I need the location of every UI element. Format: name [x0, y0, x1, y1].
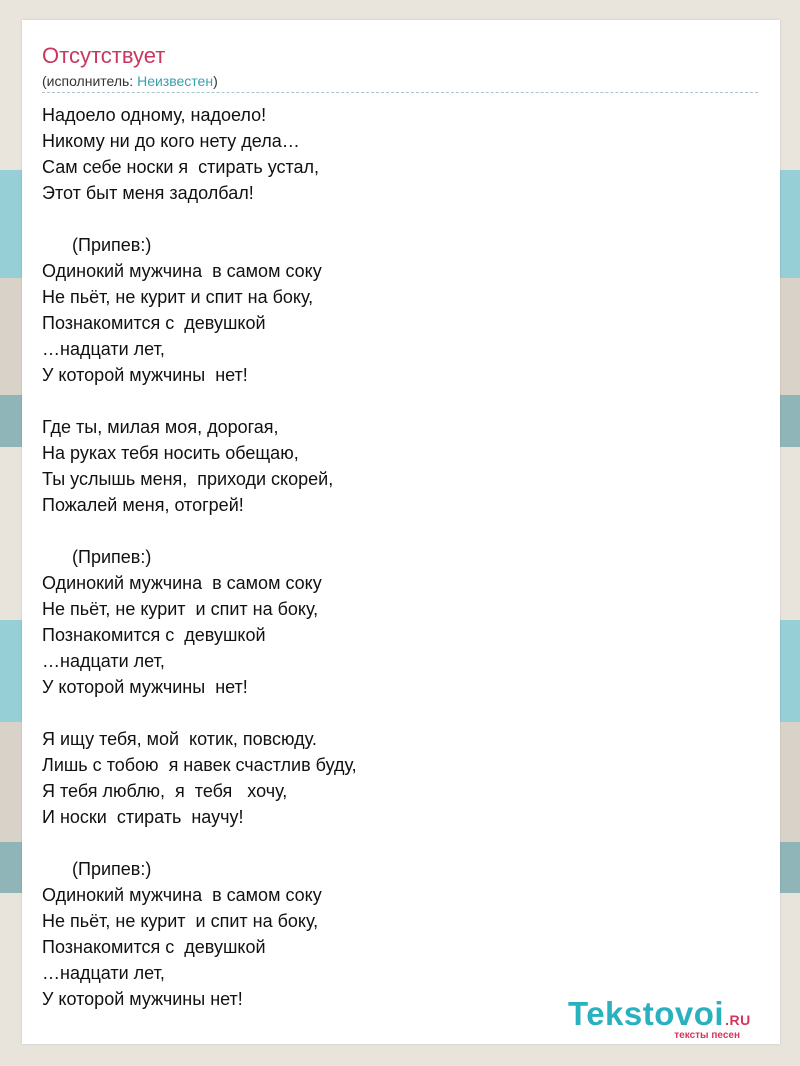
lyric-line: Не пьёт, не курит и спит на боку, — [42, 599, 319, 619]
lyric-line: Этот быт меня задолбал! — [42, 183, 254, 203]
lyric-line: Никому ни до кого нету дела… — [42, 131, 300, 151]
lyric-line — [42, 700, 357, 726]
lyric-line — [42, 206, 357, 232]
artist-line — [42, 72, 218, 90]
lyric-line: Где ты, милая моя, дорогая, — [42, 417, 279, 437]
lyric-line: Лишь с тобою я навек счастлив буду, — [42, 755, 357, 775]
lyric-line: (Припев:) — [42, 235, 152, 255]
lyric-line: Я ищу тебя, мой котик, повсюду. — [42, 729, 317, 749]
lyric-line — [42, 388, 357, 414]
artist-prefix: (исполнитель: — [42, 73, 138, 89]
lyrics-text — [42, 102, 357, 1012]
lyric-line: …надцати лет, — [42, 651, 165, 671]
lyric-line — [42, 830, 357, 856]
lyric-line: Сам себе носки я стирать устал, — [42, 157, 320, 177]
lyric-line: Одинокий мужчина в самом соку — [42, 885, 322, 905]
lyric-line: Пожалей меня, отогрей! — [42, 495, 244, 515]
lyric-line: (Припев:) — [42, 859, 152, 879]
lyric-line: Ты услышь меня, приходи скорей, — [42, 469, 334, 489]
logo-tagline: тексты песен — [674, 1030, 740, 1041]
lyric-line: …надцати лет, — [42, 339, 165, 359]
lyric-line: Одинокий мужчина в самом соку — [42, 261, 322, 281]
lyric-line: У которой мужчины нет! — [42, 989, 243, 1009]
title-divider — [42, 92, 758, 93]
lyric-line: Не пьёт, не курит и спит на боку, — [42, 911, 319, 931]
lyric-line: У которой мужчины нет! — [42, 365, 248, 385]
lyric-line: На руках тебя носить обещаю, — [42, 443, 299, 463]
lyrics-card — [22, 20, 780, 1044]
logo-tld: .RU — [725, 1012, 751, 1028]
artist-link[interactable]: Неизвестен — [137, 73, 214, 89]
logo-wordmark — [568, 995, 778, 1039]
lyric-line: Не пьёт, не курит и спит на боку, — [42, 287, 314, 307]
site-logo[interactable] — [568, 995, 778, 1045]
lyric-line: Я тебя люблю, я тебя хочу, — [42, 781, 288, 801]
lyric-line: Познакомится с девушкой — [42, 313, 266, 333]
lyric-line: Одинокий мужчина в самом соку — [42, 573, 322, 593]
lyric-line: Познакомится с девушкой — [42, 625, 266, 645]
song-title: Отсутствует — [42, 43, 166, 68]
lyric-line — [42, 518, 357, 544]
logo-name: Tekstovoi — [568, 995, 725, 1032]
lyric-line: Надоело одному, надоело! — [42, 105, 267, 125]
lyric-line: У которой мужчины нет! — [42, 677, 248, 697]
artist-suffix: ) — [213, 73, 218, 89]
lyric-line: …надцати лет, — [42, 963, 165, 983]
lyric-line: (Припев:) — [42, 547, 152, 567]
lyric-line: Познакомится с девушкой — [42, 937, 266, 957]
lyric-line: И носки стирать научу! — [42, 807, 244, 827]
